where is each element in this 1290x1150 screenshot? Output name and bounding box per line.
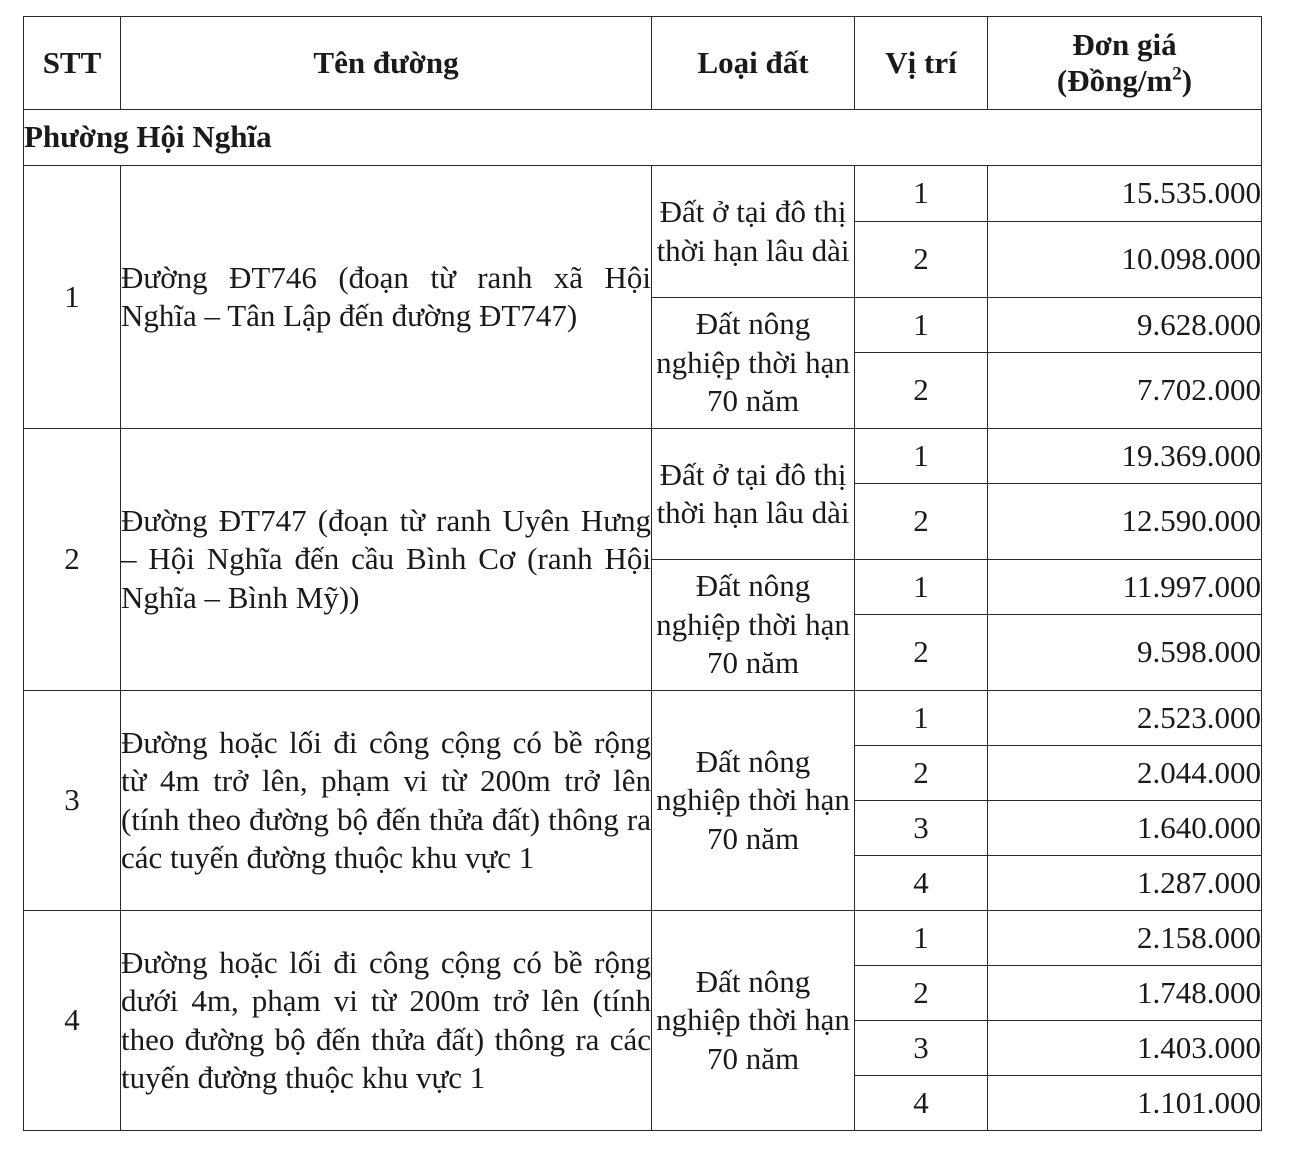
section-title: Phường Hội Nghĩa: [24, 110, 1262, 166]
header-street-name: Tên đường: [121, 17, 652, 110]
price-cell: 1.403.000: [988, 1021, 1262, 1076]
land-type-cell: Đất ở tại đô thị thời hạn lâu dài: [652, 166, 855, 298]
street-name-cell: Đường ĐT747 (đoạn từ ranh Uyên Hưng – Hội Nghĩa đến cầu Bình Cơ (ranh Hội Nghĩa – Bình Mỹ)): [121, 429, 652, 691]
price-cell: 7.702.000: [988, 353, 1262, 429]
position-cell: 1: [855, 429, 988, 484]
unit-price-close: ): [1181, 63, 1193, 98]
header-land-type: Loại đất: [652, 17, 855, 110]
position-cell: 3: [855, 801, 988, 856]
position-cell: 3: [855, 1021, 988, 1076]
land-type-cell: Đất nông nghiệp thời hạn 70 năm: [652, 691, 855, 911]
unit-price-unit: (Đồng/m: [1056, 63, 1173, 98]
land-type-cell: Đất nông nghiệp thời hạn 70 năm: [652, 298, 855, 429]
street-name-cell: Đường hoặc lối đi công cộng có bề rộng dưới 4m, phạm vi từ 200m trở lên (tính theo đường bộ đến thửa đất) thông ra các tuyến đường thuộc khu vực 1: [121, 911, 652, 1131]
price-cell: 10.098.000: [988, 222, 1262, 298]
price-cell: 9.628.000: [988, 298, 1262, 353]
price-cell: 1.640.000: [988, 801, 1262, 856]
table-header-row: [24, 17, 1262, 110]
position-cell: 1: [855, 298, 988, 353]
price-cell: 2.523.000: [988, 691, 1262, 746]
header-position: Vị trí: [855, 17, 988, 110]
street-name-cell: Đường ĐT746 (đoạn từ ranh xã Hội Nghĩa – Tân Lập đến đường ĐT747): [121, 166, 652, 429]
stt-cell: 2: [24, 429, 121, 691]
position-cell: 2: [855, 353, 988, 429]
price-cell: 1.101.000: [988, 1076, 1262, 1131]
price-cell: 15.535.000: [988, 166, 1262, 222]
land-type-cell: Đất nông nghiệp thời hạn 70 năm: [652, 560, 855, 691]
position-cell: 2: [855, 966, 988, 1021]
table-row: [24, 691, 1262, 746]
price-cell: 12.590.000: [988, 484, 1262, 560]
position-cell: 1: [855, 911, 988, 966]
header-unit-price: [988, 17, 1262, 110]
land-price-table: [23, 16, 1262, 1131]
stt-cell: 1: [24, 166, 121, 429]
price-cell: 2.158.000: [988, 911, 1262, 966]
unit-price-sup: 2: [1172, 63, 1182, 85]
unit-price-label: Đơn giá: [1072, 27, 1177, 62]
position-cell: 1: [855, 166, 988, 222]
position-cell: 1: [855, 560, 988, 615]
section-row: [24, 110, 1262, 166]
price-cell: 19.369.000: [988, 429, 1262, 484]
header-stt: STT: [24, 17, 121, 110]
position-cell: 2: [855, 746, 988, 801]
street-name-cell: Đường hoặc lối đi công cộng có bề rộng từ 4m trở lên, phạm vi từ 200m trở lên (tính theo đường bộ đến thửa đất) thông ra các tuyến đường thuộc khu vực 1: [121, 691, 652, 911]
position-cell: 1: [855, 691, 988, 746]
table-row: [24, 911, 1262, 966]
position-cell: 2: [855, 484, 988, 560]
price-cell: 1.748.000: [988, 966, 1262, 1021]
table-row: [24, 429, 1262, 484]
price-cell: 11.997.000: [988, 560, 1262, 615]
price-cell: 2.044.000: [988, 746, 1262, 801]
stt-cell: 3: [24, 691, 121, 911]
position-cell: 4: [855, 856, 988, 911]
position-cell: 4: [855, 1076, 988, 1131]
land-type-cell: Đất nông nghiệp thời hạn 70 năm: [652, 911, 855, 1131]
price-cell: 1.287.000: [988, 856, 1262, 911]
stt-cell: 4: [24, 911, 121, 1131]
table-row: [24, 166, 1262, 222]
position-cell: 2: [855, 222, 988, 298]
land-type-cell: Đất ở tại đô thị thời hạn lâu dài: [652, 429, 855, 560]
position-cell: 2: [855, 615, 988, 691]
price-cell: 9.598.000: [988, 615, 1262, 691]
